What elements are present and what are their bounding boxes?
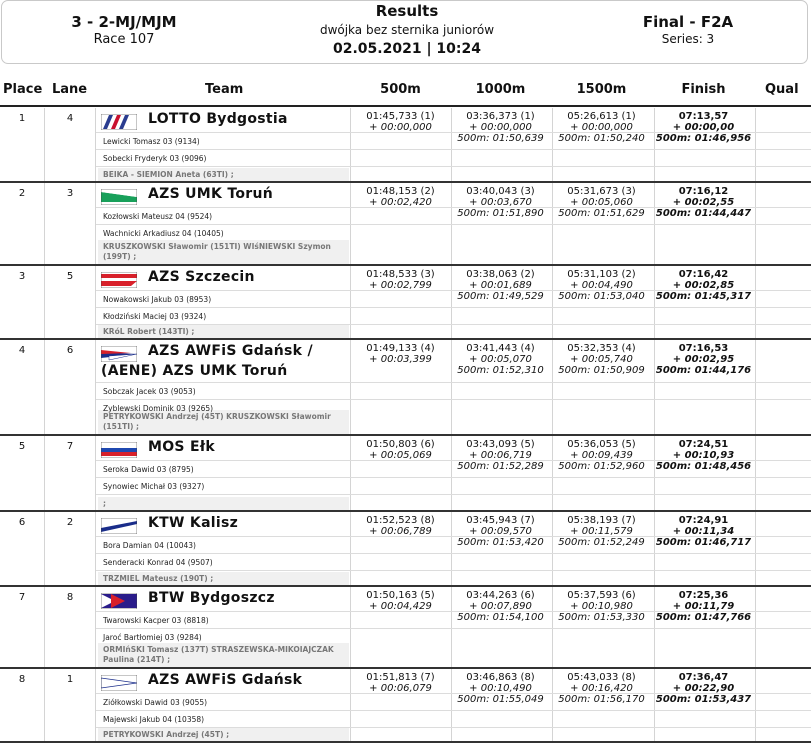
lane-cell: 2 xyxy=(66,517,74,528)
crew-member: Lewicki Tomasz 03 (9134) xyxy=(103,137,200,146)
race-number: Race 107 xyxy=(93,32,155,47)
lane-cell: 3 xyxy=(66,188,74,199)
table-row xyxy=(0,512,811,587)
crew-member: Sobecki Fryderyk 03 (9096) xyxy=(103,154,207,163)
split-delta: + 00:00,000 xyxy=(469,122,532,133)
col-500m: 500m xyxy=(380,82,421,97)
split-delta: + 00:02,799 xyxy=(369,280,432,291)
table-row xyxy=(0,108,811,183)
split-delta: + 00:02,55 xyxy=(672,197,735,208)
coach-names: ORMIńSKI Tomasz (137T) STRASZEWSKA-MIKOIAJCZAK Paulina (214T) ; xyxy=(103,645,334,664)
split-pace: 500m: 01:53,040 xyxy=(558,291,645,302)
split-delta: + 00:11,79 xyxy=(672,601,735,612)
split-delta: + 00:02,95 xyxy=(672,354,735,365)
split-1000 xyxy=(452,111,549,144)
split-time: 07:13,57 xyxy=(678,111,729,122)
column-divider xyxy=(350,108,351,183)
column-divider xyxy=(44,436,45,512)
table-row xyxy=(0,436,811,512)
team-name xyxy=(148,513,348,533)
table-row xyxy=(0,340,811,436)
split-delta: + 00:11,34 xyxy=(672,526,735,537)
split-delta: + 00:10,980 xyxy=(570,601,633,612)
split-1500 xyxy=(553,515,650,548)
split-delta: + 00:10,490 xyxy=(469,683,532,694)
split-pace: 500m: 01:53,330 xyxy=(558,612,645,623)
split-pace: 500m: 01:53,420 xyxy=(457,537,544,548)
team-name-line: KTW Kalisz xyxy=(148,515,239,531)
cell-divider xyxy=(96,324,811,325)
split-pace: 500m: 01:46,717 xyxy=(655,537,752,548)
column-divider xyxy=(350,512,351,587)
split-pace: 500m: 01:50,909 xyxy=(558,365,645,376)
place-cell: 6 xyxy=(18,517,26,528)
column-divider xyxy=(95,669,96,743)
finish-time xyxy=(655,515,752,548)
split-time: 03:46,863 (8) xyxy=(466,672,535,683)
lotto-bydgostia-flag-icon xyxy=(101,114,137,130)
azs-umk-flag-icon xyxy=(101,189,137,205)
col-place: Place xyxy=(3,82,43,97)
azs-awfis-flag-icon xyxy=(101,346,137,362)
column-divider xyxy=(95,436,96,512)
race-code: 3 - 2-MJ/MJM xyxy=(71,13,177,31)
split-pace: 500m: 01:56,170 xyxy=(558,694,645,705)
split-delta: + 00:09,570 xyxy=(469,526,532,537)
team-name-line: BTW Bydgoszcz xyxy=(148,590,275,606)
finish-time xyxy=(655,186,752,219)
split-500 xyxy=(352,269,449,291)
split-1000 xyxy=(452,186,549,219)
col-lane: Lane xyxy=(52,82,88,97)
finish-time xyxy=(655,672,752,705)
split-pace: 500m: 01:50,639 xyxy=(457,133,544,144)
split-1000 xyxy=(452,439,549,472)
finish-time xyxy=(655,590,752,623)
team-name xyxy=(148,267,348,287)
lane-cell: 8 xyxy=(66,592,74,603)
split-time: 05:26,613 (1) xyxy=(567,111,636,122)
cell-divider xyxy=(96,628,811,629)
team-name-line: AZS UMK Toruń xyxy=(148,186,274,202)
crew-member: Seroka Dawid 03 (8795) xyxy=(103,465,194,474)
lane-cell: 1 xyxy=(66,674,74,685)
split-delta: + 00:00,00 xyxy=(672,122,735,133)
split-pace: 500m: 01:44,176 xyxy=(655,365,752,376)
split-pace: 500m: 01:48,456 xyxy=(655,461,752,472)
coach-names: PETRYKOWSKI Andrzej (45T) ; xyxy=(103,730,230,739)
split-1000 xyxy=(452,269,549,302)
finish-time xyxy=(655,343,752,376)
team-name-line: AZS Szczecin xyxy=(148,269,255,285)
finish-time xyxy=(655,111,752,144)
team-name xyxy=(148,670,348,690)
column-divider xyxy=(350,340,351,436)
crew-member: Bora Damian 04 (10043) xyxy=(103,541,196,550)
column-divider xyxy=(95,266,96,340)
split-delta: + 00:05,069 xyxy=(369,450,432,461)
crew-member: Zyblewski Dominik 03 (9265) xyxy=(103,404,214,413)
split-1000 xyxy=(452,515,549,548)
column-divider xyxy=(755,669,756,743)
page-title: Results xyxy=(375,2,439,20)
split-500 xyxy=(352,111,449,133)
cell-divider xyxy=(96,149,811,150)
place-cell: 2 xyxy=(18,188,26,199)
lane-cell: 4 xyxy=(66,113,74,124)
column-divider xyxy=(44,266,45,340)
split-delta: + 00:05,740 xyxy=(570,354,633,365)
crew-member: Majewski Jakub 04 (10358) xyxy=(103,715,205,724)
column-divider xyxy=(44,108,45,183)
split-pace: 500m: 01:45,317 xyxy=(655,291,752,302)
split-time: 01:49,133 (4) xyxy=(366,343,435,354)
split-1500 xyxy=(553,439,650,472)
split-time: 01:50,163 (5) xyxy=(366,590,435,601)
column-divider xyxy=(44,669,45,743)
column-divider xyxy=(755,512,756,587)
split-500 xyxy=(352,515,449,537)
place-cell: 1 xyxy=(18,113,26,124)
cell-divider xyxy=(96,710,811,711)
split-delta: + 00:00,000 xyxy=(369,122,432,133)
split-1000 xyxy=(452,672,549,705)
column-divider xyxy=(755,436,756,512)
team-name-line: AZS AWFiS Gdańsk / xyxy=(148,343,313,359)
table-row xyxy=(0,183,811,266)
place-cell: 5 xyxy=(18,441,26,452)
split-500 xyxy=(352,672,449,694)
coach-names: KRóL Robert (143TI) ; xyxy=(103,327,195,336)
split-time: 07:24,51 xyxy=(678,439,729,450)
crew-member: Jaroć Bartłomiej 03 (9284) xyxy=(103,633,202,642)
finish-time xyxy=(655,269,752,302)
split-pace: 500m: 01:51,890 xyxy=(457,208,544,219)
split-1500 xyxy=(553,186,650,219)
split-time: 01:51,813 (7) xyxy=(366,672,435,683)
split-delta: + 00:05,070 xyxy=(469,354,532,365)
split-delta: + 00:06,719 xyxy=(469,450,532,461)
place-cell: 8 xyxy=(18,674,26,685)
split-time: 01:45,733 (1) xyxy=(366,111,435,122)
column-divider xyxy=(95,340,96,436)
lane-cell: 7 xyxy=(66,441,74,452)
coach-names: PETRYKOWSKI Andrzej (45T) KRUSZKOWSKI Sławomir (151TI) ; xyxy=(103,412,331,431)
crew-member: Kłodziński Maciej 03 (9324) xyxy=(103,312,207,321)
cell-divider xyxy=(96,224,811,225)
table-row xyxy=(0,587,811,669)
team-name-line: LOTTO Bydgostia xyxy=(148,111,288,127)
team-name xyxy=(148,437,348,457)
split-time: 05:38,193 (7) xyxy=(567,515,636,526)
place-cell: 7 xyxy=(18,592,26,603)
split-time: 05:31,103 (2) xyxy=(567,269,636,280)
race-info xyxy=(70,13,178,47)
split-time: 07:24,91 xyxy=(678,515,729,526)
split-time: 07:25,36 xyxy=(678,590,729,601)
column-divider xyxy=(95,108,96,183)
cell-divider xyxy=(96,382,811,383)
split-pace: 500m: 01:51,629 xyxy=(558,208,645,219)
split-time: 05:43,033 (8) xyxy=(567,672,636,683)
split-time: 07:36,47 xyxy=(678,672,729,683)
place-cell: 4 xyxy=(18,345,26,356)
crew-member: Senderacki Konrad 04 (9507) xyxy=(103,558,213,567)
btw-bydgoszcz-flag-icon xyxy=(101,593,137,609)
col-1500m: 1500m xyxy=(576,82,627,97)
split-delta: + 00:04,429 xyxy=(369,601,432,612)
split-time: 03:36,373 (1) xyxy=(466,111,535,122)
results-header xyxy=(1,0,808,64)
split-time: 03:41,443 (4) xyxy=(466,343,535,354)
final-info xyxy=(622,13,754,46)
crew-member: Twarowski Kacper 03 (8818) xyxy=(103,616,209,625)
split-time: 05:37,593 (6) xyxy=(567,590,636,601)
split-delta: + 00:02,85 xyxy=(672,280,735,291)
split-1500 xyxy=(553,269,650,302)
azs-awfis-gdansk-flag-icon xyxy=(101,675,137,691)
split-delta: + 00:03,399 xyxy=(369,354,432,365)
column-divider xyxy=(44,512,45,587)
split-pace: 500m: 01:52,310 xyxy=(457,365,544,376)
column-divider xyxy=(755,340,756,436)
split-1500 xyxy=(553,672,650,705)
race-title-block xyxy=(282,2,532,57)
ktw-kalisz-flag-icon xyxy=(101,518,137,534)
team-name xyxy=(148,588,348,608)
cell-divider xyxy=(96,727,811,728)
split-time: 01:50,803 (6) xyxy=(366,439,435,450)
split-time: 03:40,043 (3) xyxy=(466,186,535,197)
split-delta: + 00:06,789 xyxy=(369,526,432,537)
split-time: 01:52,523 (8) xyxy=(366,515,435,526)
team-name xyxy=(148,184,348,204)
split-time: 01:48,533 (3) xyxy=(366,269,435,280)
lane-cell: 5 xyxy=(66,271,74,282)
split-pace: 500m: 01:54,100 xyxy=(457,612,544,623)
split-time: 07:16,12 xyxy=(678,186,729,197)
crew-member: Wachnicki Arkadiusz 04 (10405) xyxy=(103,229,224,238)
team-name xyxy=(148,109,348,129)
cell-divider xyxy=(96,477,811,478)
cell-divider xyxy=(96,494,811,495)
column-divider xyxy=(350,436,351,512)
column-divider xyxy=(755,108,756,183)
split-delta: + 00:06,079 xyxy=(369,683,432,694)
split-pace: 500m: 01:52,960 xyxy=(558,461,645,472)
event-subtitle: dwójka bez sternika juniorów xyxy=(319,23,495,37)
split-delta: + 00:09,439 xyxy=(570,450,633,461)
split-time: 05:31,673 (3) xyxy=(567,186,636,197)
race-datetime: 02.05.2021 | 10:24 xyxy=(333,41,481,57)
split-delta: + 00:05,060 xyxy=(570,197,633,208)
split-pace: 500m: 01:55,049 xyxy=(457,694,544,705)
split-delta: + 00:11,579 xyxy=(570,526,633,537)
split-500 xyxy=(352,186,449,208)
team-name-line: AZS AWFiS Gdańsk xyxy=(148,672,303,688)
split-time: 07:16,42 xyxy=(678,269,729,280)
split-500 xyxy=(352,343,449,365)
lane-cell: 6 xyxy=(66,345,74,356)
coach-names: BEIKA - SIEMION Aneta (63TI) ; xyxy=(103,170,234,179)
crew-member: Ziółkowski Dawid 03 (9055) xyxy=(103,698,208,707)
cell-divider xyxy=(96,570,811,571)
cell-divider xyxy=(96,399,811,400)
split-pace: 500m: 01:52,249 xyxy=(558,537,645,548)
split-1000 xyxy=(452,343,549,376)
split-time: 05:32,353 (4) xyxy=(567,343,636,354)
team-name-line: MOS Ełk xyxy=(148,439,215,455)
col-1000m: 1000m xyxy=(475,82,526,97)
coach-names: ; xyxy=(103,499,106,508)
col-team: Team xyxy=(205,82,244,97)
split-pace: 500m: 01:46,956 xyxy=(655,133,752,144)
final-label: Final - F2A xyxy=(642,13,734,31)
split-delta: + 00:00,000 xyxy=(570,122,633,133)
column-divider xyxy=(350,266,351,340)
split-pace: 500m: 01:47,766 xyxy=(655,612,752,623)
split-delta: + 00:02,420 xyxy=(369,197,432,208)
split-time: 03:38,063 (2) xyxy=(466,269,535,280)
series-label: Series: 3 xyxy=(661,32,715,46)
split-pace: 500m: 01:53,437 xyxy=(655,694,752,705)
split-delta: + 00:04,490 xyxy=(570,280,633,291)
split-1500 xyxy=(553,590,650,623)
column-divider xyxy=(350,669,351,743)
coach-names: KRUSZKOWSKI Sławomir (151TI) WIśNIEWSKI Szymon (199T) ; xyxy=(103,242,331,261)
header-rule xyxy=(0,105,811,107)
split-time: 03:43,093 (5) xyxy=(466,439,535,450)
finish-time xyxy=(655,439,752,472)
cell-divider xyxy=(96,166,811,167)
table-row xyxy=(0,669,811,743)
split-pace: 500m: 01:44,447 xyxy=(655,208,752,219)
table-row xyxy=(0,266,811,340)
column-divider xyxy=(95,512,96,587)
cell-divider xyxy=(96,553,811,554)
split-time: 03:45,943 (7) xyxy=(466,515,535,526)
team-name xyxy=(101,341,348,381)
split-1500 xyxy=(553,111,650,144)
col-qual: Qual xyxy=(765,82,799,97)
column-divider xyxy=(44,340,45,436)
crew-member: Synowiec Michał 03 (9327) xyxy=(103,482,205,491)
split-delta: + 00:10,93 xyxy=(672,450,735,461)
mos-elk-flag-icon xyxy=(101,442,137,458)
split-time: 05:36,053 (5) xyxy=(567,439,636,450)
split-pace: 500m: 01:52,289 xyxy=(457,461,544,472)
split-pace: 500m: 01:49,529 xyxy=(457,291,544,302)
place-cell: 3 xyxy=(18,271,26,282)
column-divider xyxy=(755,266,756,340)
azs-szczecin-flag-icon xyxy=(101,272,137,288)
coach-names: TRZMIEL Mateusz (190T) ; xyxy=(103,574,214,583)
split-delta: + 00:03,670 xyxy=(469,197,532,208)
split-time: 03:44,263 (6) xyxy=(466,590,535,601)
crew-member: Kozłowski Mateusz 04 (9524) xyxy=(103,212,213,221)
split-delta: + 00:07,890 xyxy=(469,601,532,612)
split-pace: 500m: 01:50,240 xyxy=(558,133,645,144)
split-delta: + 00:01,689 xyxy=(469,280,532,291)
cell-divider xyxy=(96,307,811,308)
col-finish: Finish xyxy=(681,82,726,97)
split-500 xyxy=(352,439,449,461)
split-1000 xyxy=(452,590,549,623)
column-divider xyxy=(44,183,45,266)
split-time: 01:48,153 (2) xyxy=(366,186,435,197)
split-500 xyxy=(352,590,449,612)
split-1500 xyxy=(553,343,650,376)
crew-member: Sobczak Jacek 03 (9053) xyxy=(103,387,196,396)
split-time: 07:16,53 xyxy=(678,343,729,354)
crew-member: Nowakowski Jakub 03 (8953) xyxy=(103,295,212,304)
split-delta: + 00:16,420 xyxy=(570,683,633,694)
team-name-line: (AENE) AZS UMK Toruń xyxy=(101,363,288,379)
column-divider xyxy=(44,587,45,669)
split-delta: + 00:22,90 xyxy=(672,683,735,694)
